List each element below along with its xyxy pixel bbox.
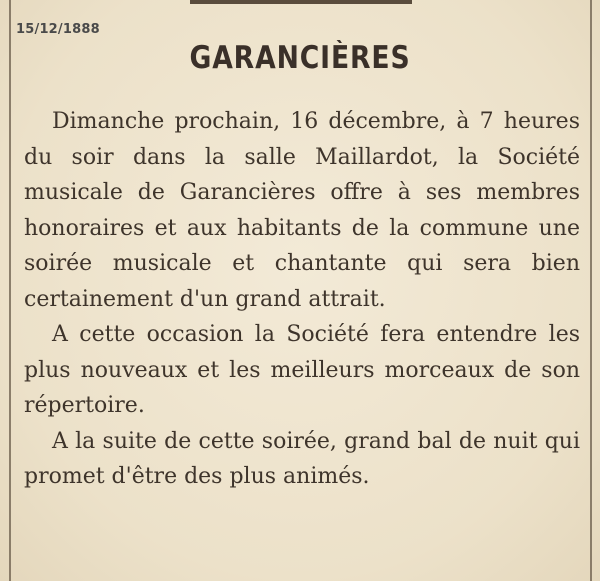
top-rule xyxy=(190,0,412,4)
date-stamp: 15/12/1888 xyxy=(16,22,100,37)
column-border-left xyxy=(9,0,11,581)
article-body xyxy=(24,104,580,495)
paragraph-1: Dimanche prochain, 16 décembre, à 7 heures du soir dans la salle Maillardot, la Société musicale de Garancières offre à ses membres honoraires et aux habitants de la commune une soirée musicale et chantante qui sera bien certainement d'un grand attrait. xyxy=(24,109,580,312)
paragraph-2: A cette occasion la Société fera entendre les plus nouveaux et les meilleurs morceaux de son répertoire. xyxy=(24,322,580,418)
paragraph-3: A la suite de cette soirée, grand bal de nuit qui promet d'être des plus animés. xyxy=(24,428,580,489)
column-border-right xyxy=(590,0,592,581)
article-title: GARANCIÈRES xyxy=(189,40,411,76)
